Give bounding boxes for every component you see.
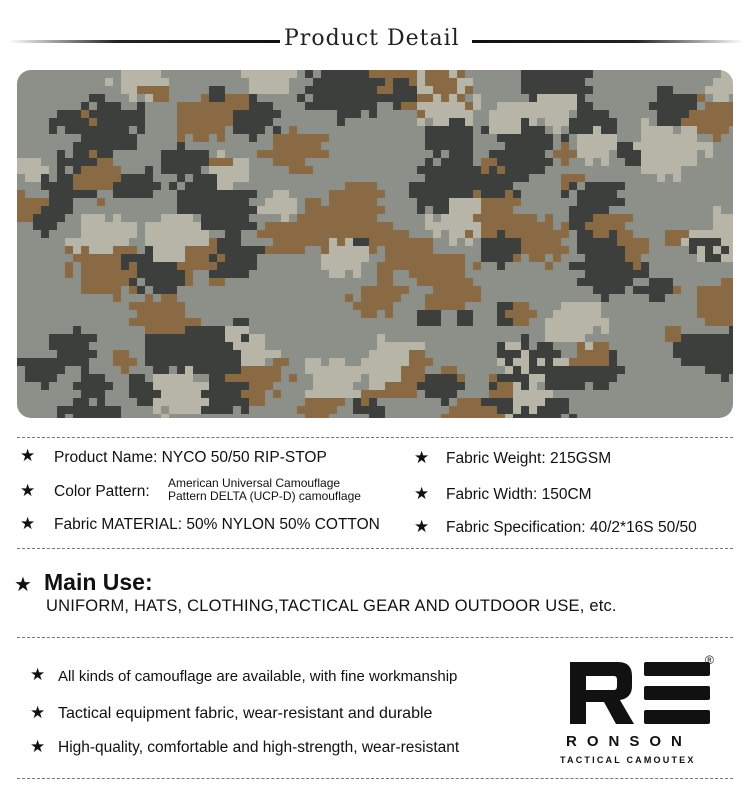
star-icon: ★ — [30, 737, 46, 756]
spec-fabric-width: Fabric Width: 150CM — [446, 486, 592, 503]
feature-item: Tactical equipment fabric, wear-resistant and durable — [58, 705, 433, 722]
spec-product-name: Product Name: NYCO 50/50 RIP-STOP — [54, 449, 327, 466]
star-icon: ★ — [30, 703, 46, 722]
divider — [17, 778, 733, 779]
divider — [17, 637, 733, 638]
section-header — [0, 22, 750, 62]
star-icon: ★ — [20, 481, 36, 500]
brand-name: RONSON — [566, 733, 692, 750]
color-pattern-line: American Universal Camouflage — [168, 476, 341, 490]
header-rule-right — [472, 40, 744, 43]
feature-item: All kinds of camouflage are available, with fine workmanship — [58, 668, 458, 685]
spec-color-pattern-value — [168, 477, 361, 503]
main-use-title: Main Use: — [44, 569, 153, 595]
main-use-text: UNIFORM, HATS, CLOTHING,TACTICAL GEAR AND OUTDOOR USE, etc. — [46, 597, 617, 615]
spec-fabric-weight: Fabric Weight: 215GSM — [446, 450, 612, 467]
star-icon: ★ — [414, 484, 430, 503]
brand-tagline: TACTICAL CAMOUTEX — [560, 755, 696, 765]
star-icon: ★ — [30, 665, 46, 684]
star-icon: ★ — [14, 574, 32, 596]
divider — [17, 437, 733, 438]
spec-fabric-material: Fabric MATERIAL: 50% NYLON 50% COTTON — [54, 516, 380, 533]
star-icon: ★ — [20, 446, 36, 465]
spec-color-pattern-label: Color Pattern: — [54, 483, 150, 500]
star-icon: ★ — [414, 448, 430, 467]
page-title: Product Detail — [284, 26, 460, 51]
fabric-swatch-image — [17, 70, 733, 418]
feature-item: High-quality, comfortable and high-strength, wear-resistant — [58, 739, 460, 756]
spec-fabric-specification: Fabric Specification: 40/2*16S 50/50 — [446, 519, 697, 536]
camouflage-pattern — [17, 70, 733, 418]
star-icon: ★ — [20, 514, 36, 533]
header-rule-left — [8, 40, 280, 43]
registered-mark: ® — [705, 653, 714, 667]
star-icon: ★ — [414, 517, 430, 536]
divider — [17, 548, 733, 549]
ronson-logo-mark — [560, 652, 720, 772]
color-pattern-line: Pattern DELTA (UCP-D) camouflage — [168, 489, 361, 503]
